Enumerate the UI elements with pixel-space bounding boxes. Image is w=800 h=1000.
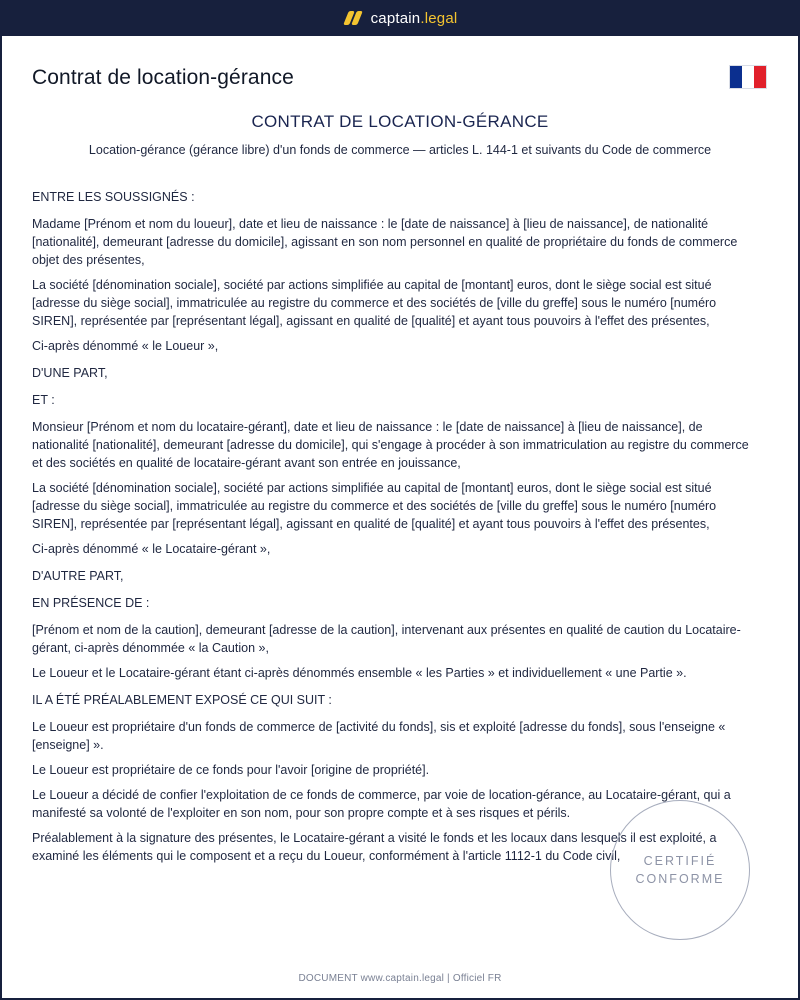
section-heading: ENTRE LES SOUSSIGNÉS : xyxy=(32,190,195,204)
section-heading: D'UNE PART, xyxy=(32,366,108,380)
document-subtitle: Location-gérance (gérance libre) d'un fonds de commerce — articles L. 144-1 et suivants du Code de commerce xyxy=(88,143,712,157)
recital-paragraph: Le Loueur est propriétaire d'un fonds de commerce de [activité du fonds], sis et exploité [adresse du fonds], sous l'enseigne « [enseigne] ». xyxy=(32,720,726,752)
party-paragraph: La société [dénomination sociale], société par actions simplifiée au capital de [montant] euros, dont le siège social est situé [adresse du siège social], immatriculée au registre du commerce et des sociétés de [ville du greffe] sous le numéro [numéro SIREN], représentée par [représentant légal], agissant en qualité de [qualité] et ayant tous pouvoirs à l'effet des présentes, xyxy=(32,481,717,531)
page-footer: DOCUMENT www.captain.legal | Officiel FR xyxy=(298,973,502,984)
party-paragraph: Monsieur [Prénom et nom du locataire-gérant], date et lieu de naissance : le [date de naissance] à [lieu de naissance], de nationalité [nationalité], demeurant [adresse du domicile], qui s'engage à procéder à son immatriculation au registre du commerce et des sociétés en qualité de locataire-gérant avant son entrée en jouissance, xyxy=(32,420,749,470)
document-heading: CONTRAT DE LOCATION-GÉRANCE xyxy=(251,112,549,131)
party-paragraph: La société [dénomination sociale], société par actions simplifiée au capital de [montant] euros, dont le siège social est situé [adresse du siège social], immatriculée au registre du commerce et des sociétés de [ville du greffe] sous le numéro [numéro SIREN], représentée par [représentant légal], agissant en qualité de [qualité] et ayant tous pouvoirs à l'effet des présentes, xyxy=(32,278,717,328)
party-paragraph: Madame [Prénom et nom du loueur], date et lieu de naissance : le [date de naissance] à [lieu de naissance], de nationalité [nationalité], demeurant [adresse du domicile], agissant en son nom personnel en qualité de propriétaire du fonds de commerce objet des présentes, xyxy=(32,217,738,267)
french-flag-icon xyxy=(729,65,767,89)
frame-border-left xyxy=(0,36,2,1000)
recital-paragraph: Préalablement à la signature des présentes, le Locataire-gérant a visité le fonds et les locaux dans lesquels il est exploité, a examiné les éléments qui le composent et a reçu du Loueur, conformément à l'article 1112-1 du Code civil, xyxy=(32,831,717,863)
page-title: Contrat de location-gérance xyxy=(32,66,294,89)
section-heading: IL A ÉTÉ PRÉALABLEMENT EXPOSÉ CE QUI SUIT : xyxy=(32,693,332,707)
certified-stamp xyxy=(610,800,750,940)
brand-name: captain.legal xyxy=(370,9,458,27)
stamp-line: CONFORME xyxy=(635,872,725,886)
brand-mark-icon xyxy=(343,11,362,25)
brand-logo[interactable] xyxy=(343,10,458,27)
party-designation: Ci-après dénommé « le Locataire-gérant », xyxy=(32,542,271,556)
party-designation: Ci-après dénommé « le Loueur », xyxy=(32,339,219,353)
top-bar xyxy=(0,0,800,36)
parties-definition: Le Loueur et le Locataire-gérant étant ci-après dénommés ensemble « les Parties » et individuellement « une Partie ». xyxy=(32,666,687,680)
recital-paragraph: Le Loueur a décidé de confier l'exploitation de ce fonds de commerce, par voie de location-gérance, au Locataire-gérant, qui a manifesté sa volonté de l'exploiter en son nom, pour son propre compte et à ses risques et périls. xyxy=(32,788,731,820)
recital-paragraph: Le Loueur est propriétaire de ce fonds pour l'avoir [origine de propriété]. xyxy=(32,763,430,777)
section-heading: ET : xyxy=(32,393,55,407)
section-heading: D'AUTRE PART, xyxy=(32,569,124,583)
stamp-line: CERTIFIÉ xyxy=(643,854,717,868)
section-heading: EN PRÉSENCE DE : xyxy=(32,596,150,610)
guarantor-paragraph: [Prénom et nom de la caution], demeurant [adresse de la caution], intervenant aux présentes en qualité de caution du Locataire-gérant, ci-après dénommée « la Caution », xyxy=(32,623,741,655)
